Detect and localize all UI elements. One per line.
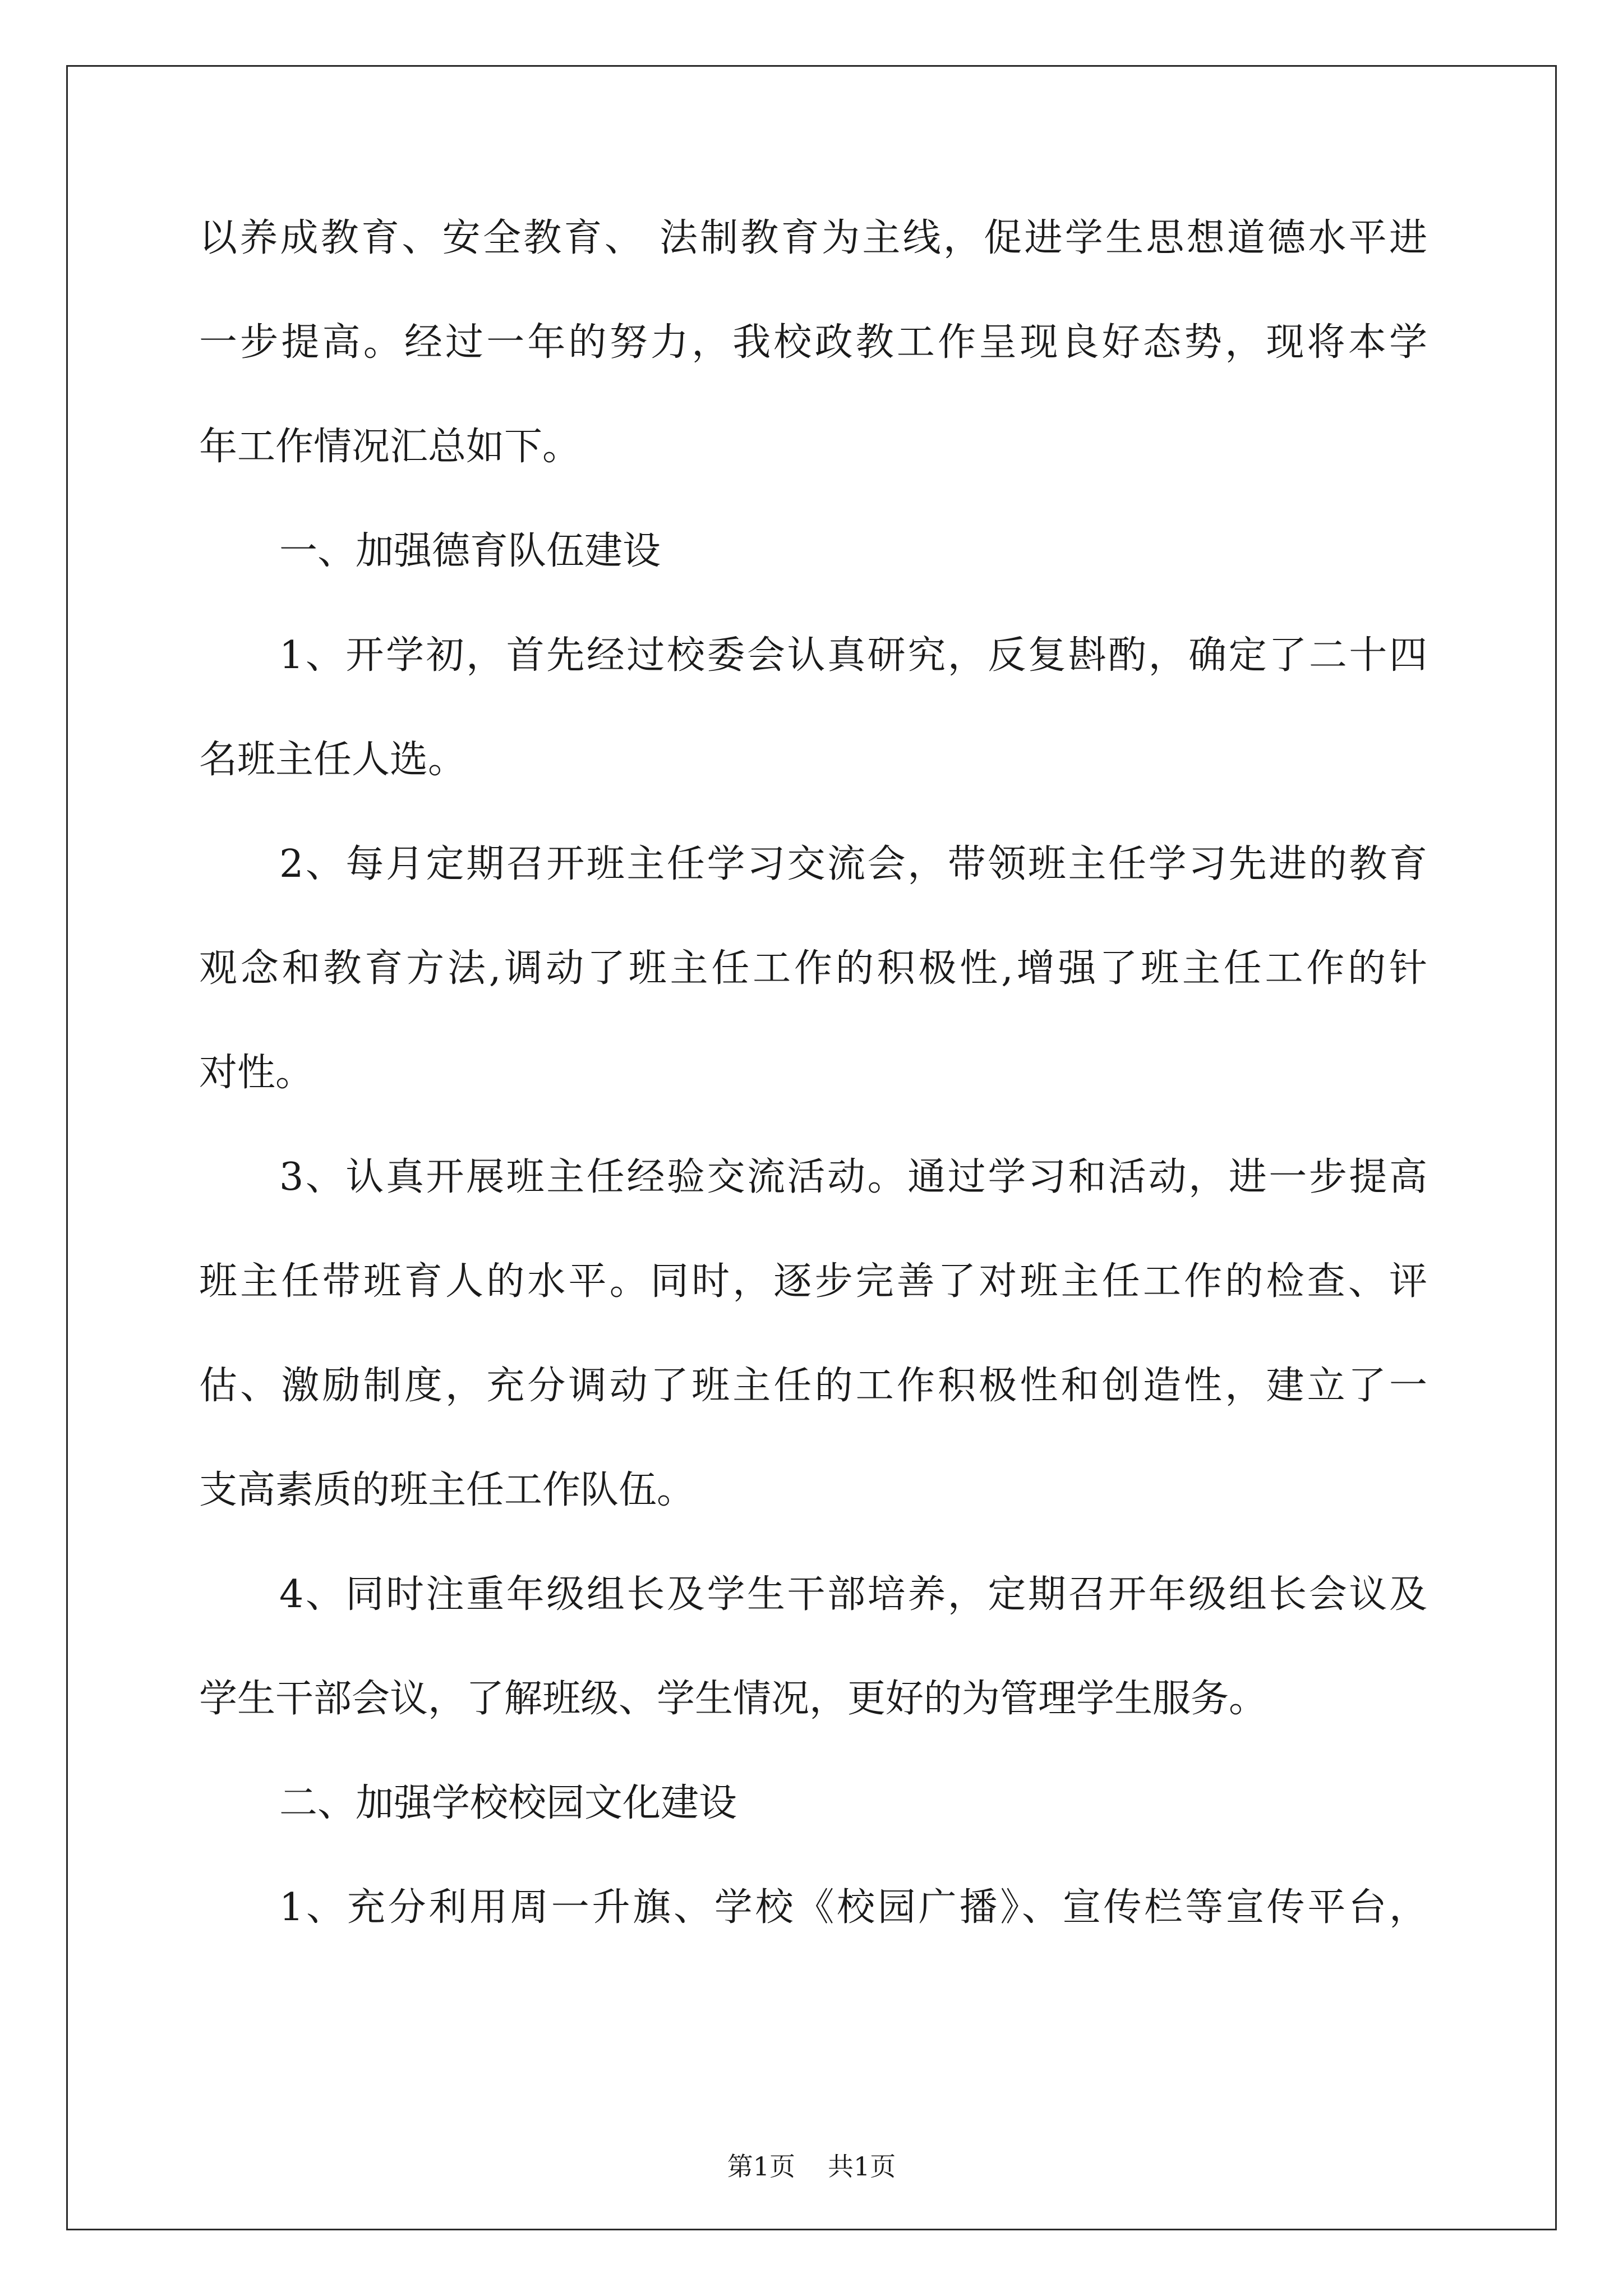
section-heading: 二、加强学校校园文化建设: [279, 1781, 737, 1825]
section-heading: 一、加强德育队伍建设: [279, 529, 661, 573]
page-number-current: 第1页: [727, 2151, 795, 2182]
paragraph-line: 支高素质的班主任工作队伍。: [199, 1468, 695, 1512]
paragraph-line: 1、充分利用周一升旗、学校《校园广播》、宣传栏等宣传平台，: [279, 1885, 1427, 1930]
paragraph-line: 4、同时注重年级组长及学生干部培养，定期召开年级组长会议及: [279, 1572, 1427, 1617]
paragraph-line: 名班主任人选。: [199, 738, 467, 782]
page-number-total: 共1页: [828, 2151, 896, 2182]
paragraph-line: 3、认真开展班主任经验交流活动。通过学习和活动，进一步提高: [279, 1155, 1427, 1199]
paragraph-line: 一步提高。经过一年的努力，我校政教工作呈现良好态势，现将本学: [199, 320, 1427, 365]
paragraph-line: 1、开学初，首先经过校委会认真研究，反复斟酌，确定了二十四: [279, 633, 1427, 678]
paragraph-line: 学生干部会议，了解班级、学生情况，更好的为管理学生服务。: [199, 1677, 1267, 1721]
paragraph-line: 估、激励制度，充分调动了班主任的工作积极性和创造性，建立了一: [199, 1364, 1427, 1408]
paragraph-line: 2、每月定期召开班主任学习交流会，带领班主任学习先进的教育: [279, 842, 1427, 886]
paragraph-line: 观念和教育方法,调动了班主任工作的积极性,增强了班主任工作的针: [199, 946, 1427, 991]
paragraph-line: 以养成教育、安全教育、 法制教育为主线，促进学生思想道德水平进: [199, 216, 1427, 260]
paragraph-line: 对性。: [199, 1051, 314, 1095]
paragraph-line: 班主任带班育人的水平。同时，逐步完善了对班主任工作的检查、评: [199, 1259, 1427, 1304]
paragraph-line: 年工作情况汇总如下。: [199, 425, 581, 469]
page-footer: [0, 2150, 1623, 2183]
